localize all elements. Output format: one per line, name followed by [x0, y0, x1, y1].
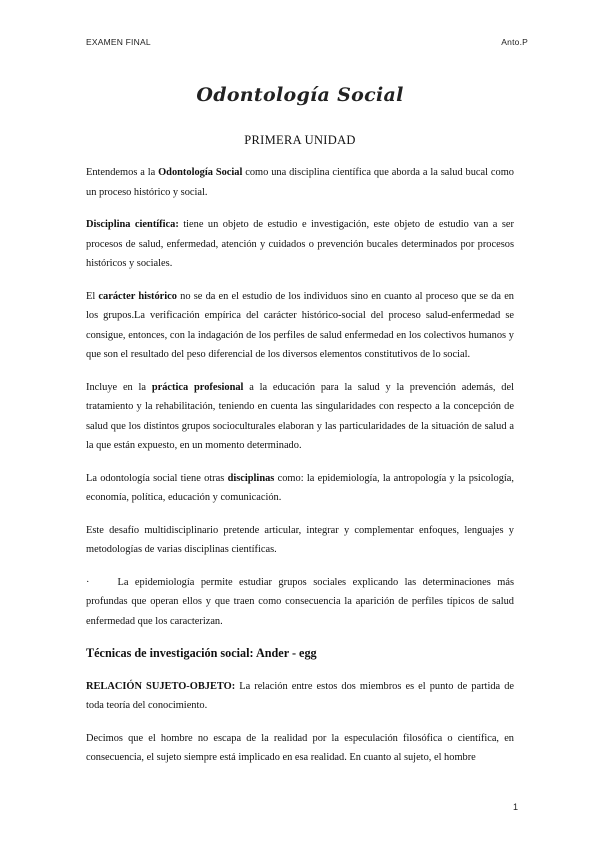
paragraph-relacion-sujeto-objeto: RELACIÓN SUJETO-OBJETO: La relación entre estos dos miembros es el punto de partida de toda teoría del conocimiento. — [86, 680, 514, 711]
term-caracter-historico: carácter histórico — [98, 290, 177, 302]
paragraph-disciplina-cientifica: Disciplina científica: tiene un objeto de estudio e investigación, este objeto de estudio van a ser procesos de salud, enfermedad, atención y cuidados o prevención bucales determinados por procesos históricos y sociales. — [86, 219, 514, 269]
term-relacion-sujeto-objeto: RELACIÓN SUJETO-OBJETO: — [86, 680, 236, 692]
header-left: EXAMEN FINAL — [86, 37, 151, 47]
paragraph-hombre-realidad: Decimos que el hombre no escapa de la realidad por la especulación filosófica o científica, en consecuencia, el sujeto siempre está implicado en esa realidad. En cuanto al sujeto, el hombre — [86, 732, 514, 763]
term-disciplinas: disciplinas — [227, 472, 275, 484]
term-odontologia-social: Odontología Social — [158, 167, 243, 178]
paragraph-desafio-multidisciplinario: Este desafío multidisciplinario pretende articular, integrar y complementar enfoques, lenguajes y metodologías de varias disciplinas científicas. — [86, 524, 514, 555]
bullet-dot: · — [86, 576, 90, 588]
term-practica-profesional: práctica profesional — [151, 381, 244, 393]
paragraph-practica-profesional: Incluye en la práctica profesional a la educación para la salud y la prevención además, del tratamiento y la rehabilitación, teniendo en cuenta las singularidades con respecto a la concepción de salud que los distintos grupos socioculturales elaboran y las particularidades de la situación de salud a la que están expuesto, en un momento determinado. — [86, 381, 514, 451]
page-number: 1 — [512, 802, 518, 812]
paragraph-disciplinas: La odontología social tiene otras disciplinas como: la epidemiología, la antropología y la psicología, economía, política, educación y comunicación. — [86, 472, 514, 503]
paragraph-caracter-historico: El carácter histórico no se da en el estudio de los individuos sino en cuanto al proceso que se da en los grupos.La verificación empírica del carácter histórico-social del proceso salud-enfermedad se consigue, entonces, con la indagación de los perfiles de salud enfermedad en los colectivos humanos y que son el resultado del peso diferencial de los diversos elementos constitutivos de lo social. — [86, 290, 515, 360]
paragraph-odontologia-social: Entendemos a la Odontología Social como una disciplina científica que aborda a la salud bucal como un proceso histórico y social. — [86, 167, 514, 198]
unit-heading: PRIMERA UNIDAD — [244, 133, 356, 147]
document-body — [86, 163, 514, 781]
document-title: Odontología Social — [196, 84, 404, 106]
term-disciplina-cientifica: Disciplina científica: — [86, 219, 179, 230]
section-subheading: Técnicas de investigación social: Ander - egg — [86, 646, 317, 660]
header-right: Anto.P — [501, 37, 528, 47]
paragraph-epidemiologia-bullet: · La epidemiología permite estudiar grupos sociales explicando las determinaciones más profundas que operan ellos y que traen como consecuencia la aparición de perfiles típicos de salud enfermedad que los caracterizan. — [86, 576, 514, 627]
